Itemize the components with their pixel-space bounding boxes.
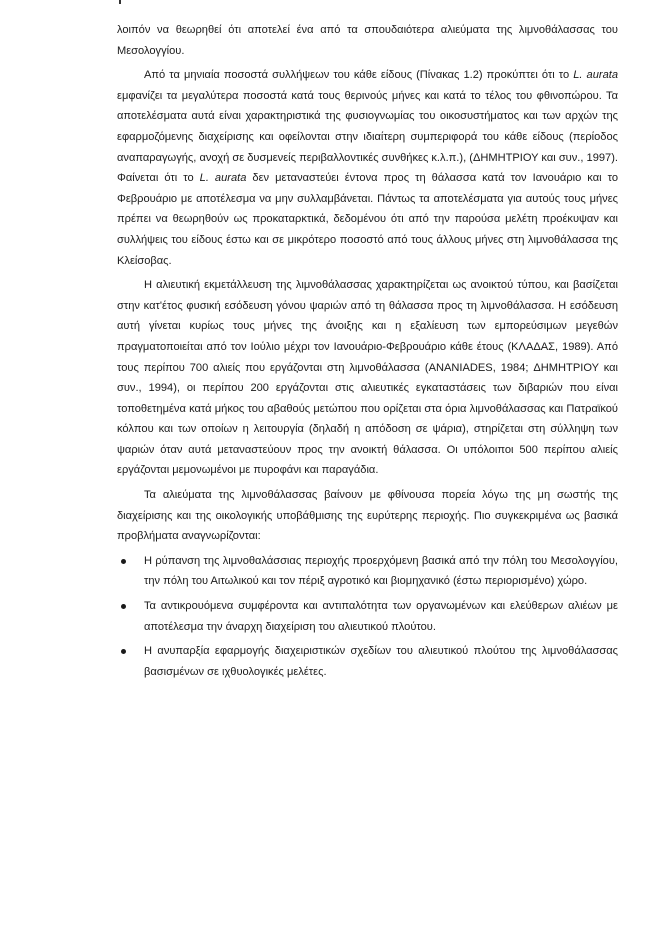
- problem-list: [117, 551, 618, 683]
- paragraph-1-text: λοιπόν να θεωρηθεί ότι αποτελεί ένα από τα σπουδαιότερα αλιεύματα της λιμνοθάλασσας του Μεσολογγίου.: [117, 24, 618, 57]
- species-name: L. aurata: [573, 69, 618, 82]
- bullet-icon: [121, 604, 126, 609]
- list-item-text: Η ρύπανση της λιμνοθαλάσσιας περιοχής προερχόμενη βασικά από την πόλη του Μεσολογγίου, την πόλη του Αιτωλικού και τον πέριξ αγροτικό και βιομηχανικό (έστω περιορισμένο) χώρο.: [144, 554, 618, 588]
- list-item-text: Η ανυπαρξία εφαρμογής διαχειριστικών σχεδίων του αλιευτικού πλούτου της λιμνοθάλασσας βασισμένων σε ιχθυολογικές μελέτες.: [144, 645, 618, 678]
- species-name: L. aurata: [199, 172, 247, 185]
- paragraph-1: [117, 20, 618, 61]
- list-item: [117, 596, 618, 637]
- paragraph-4: [117, 485, 618, 547]
- paragraph-2-text-c: δεν μεταναστεύει έντονα προς τη θάλασσα κατά τον Ιανουάριο και το Φεβρουάριο με αποτέλεσμα να μην συλλαμβάνεται. Πάντως τα αποτελέσματα για αυτούς τους μήνες πρέπει να θεωρηθούν ως προκαταρκτικά, δεδομένου ότι από την παρούσα μελέτη προέκυψαν και συλλήψεις του είδους έστω και σε μικρότερο ποσοστό από τους άλλους μήνες στη λιμνοθάλασσα της Κλείσοβας.: [117, 172, 618, 267]
- bullet-icon: [121, 649, 126, 654]
- paragraph-2-text-a: Από τα μηνιαία ποσοστά συλλήψεων του κάθε είδους (Πίνακας 1.2) προκύπτει ότι το: [144, 69, 574, 82]
- scan-mark: [119, 0, 121, 4]
- paragraph-3-text: Η αλιευτική εκμετάλλευση της λιμνοθάλασσας χαρακτηρίζεται ως ανοικτού τύπου, και βασίζεται στην κατ'έτος φυσική εσόδευση γόνου ψαριών από τη θάλασσα προς τη λιμνοθάλασσα. Η εσόδευση αυτή γίνεται κυρίως τους μήνες της άνοιξης και η εξαλίευση των εμπορεύσιμων μεγεθών πραγματοποιείται από τον Ιούλιο μέχρι τον Ιανουάριο-Φεβρουάριο κάθε έτους (ΚΛΑΔΑΣ, 1989). Από τους περίπου 700 αλιείς που εργάζονται στη λιμνοθάλασσα (ANANIADES, 1984; ΔΗΜΗΤΡΙΟΥ και συν., 1994), οι περίπου 200 εργάζονται στις αλιευτικές εγκαταστάσεις των διβαριών που είναι τοποθετημένα κατά μήκος του αβαθούς μετώπου που ορίζεται στα όρια λιμνοθάλασσας και Πατραϊκού κόλπου και των οποίων η λειτουργία (δηλαδή η απόδοση σε ψάρια), στηρίζεται στη σύλληψη των ψαριών όταν αυτά μεταναστεύουν προς την ανοικτή θάλασσα. Οι υπόλοιποι 500 περίπου αλιείς εργάζονται μεμονωμένοι με πυροφάνι και παραγάδια.: [117, 279, 618, 477]
- paragraph-4-text: Τα αλιεύματα της λιμνοθάλασσας βαίνουν με φθίνουσα πορεία λόγω της μη σωστής της διαχείρισης και της οικολογικής υποβάθμισης της ευρύτερης περιοχής. Πιο συγκεκριμένα ως βασικά προβλήματα αναγνωρίζονται:: [117, 489, 618, 543]
- document-page: [117, 20, 618, 686]
- list-item: [117, 641, 618, 682]
- bullet-icon: [121, 559, 126, 564]
- list-item: [117, 551, 618, 592]
- list-item-text: Τα αντικρουόμενα συμφέροντα και αντιπαλότητα των οργανωμένων και ελεύθερων αλιέων με αποτέλεσμα την άναρχη διαχείριση του αλιευτικού πλούτου.: [144, 600, 618, 633]
- paragraph-3: [117, 275, 618, 481]
- paragraph-2-text-b: εμφανίζει τα μεγαλύτερα ποσοστά κατά τους θερινούς μήνες και κατά το τέλος του φθινοπώρου. Τα αποτελέσματα αυτά είναι χαρακτηριστικά της φυσιογνωμίας του οικοσυστήματος και των αρχών της εφαρμοζόμενης διαχείρισης και οφείλονται στην ιδιαίτερη συμπεριφορά του κάθε είδους (περίοδος αναπαραγωγής, ανοχή σε δυσμενείς περιβαλλοντικές συνθήκες κ.λ.π.), (ΔΗΜΗΤΡΙΟΥ και συν., 1997). Φαίνεται ότι το: [117, 89, 618, 185]
- paragraph-2: [117, 65, 618, 271]
